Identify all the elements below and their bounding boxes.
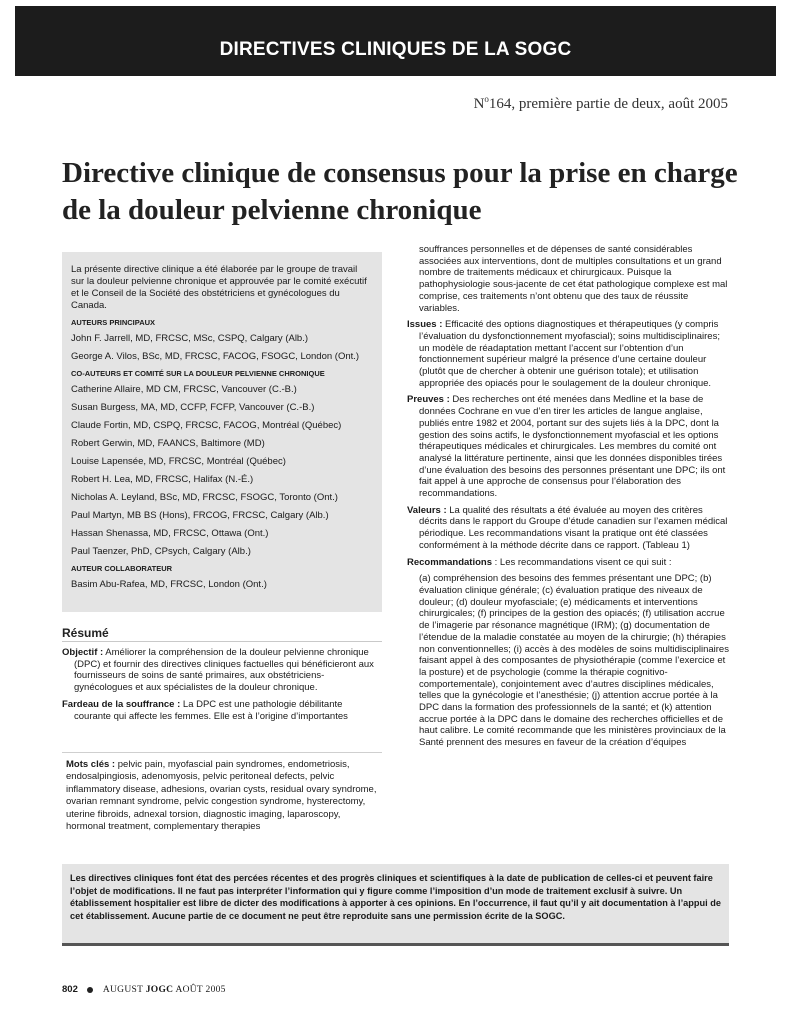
issue-n: N xyxy=(473,96,485,112)
bullet-icon xyxy=(87,987,93,993)
objectif-text: Améliorer la compréhension de la douleur pelvienne chronique (DPC) et fournir des directives cliniques factuelles qui bénéficieront aux fournisseurs de soins de santé primaires, aux obstétriciens-gynécologues et aux spécialistes de la douleur chronique. xyxy=(74,647,374,694)
disclaimer-box xyxy=(62,864,729,944)
objectif-label: Objectif : xyxy=(62,647,104,658)
authors-intro: La présente directive clinique a été élaborée par le groupe de travail sur la douleur pelvienne chronique et approuvée par le comité exécutif et le Conseil de la Société des obstétriciens et gynécologues du Canada. xyxy=(71,264,367,311)
abstract-left-column xyxy=(62,647,382,727)
valeurs-label: Valeurs : xyxy=(407,504,447,516)
recommandations-paragraph xyxy=(407,557,729,569)
preuves-label: Preuves : xyxy=(407,394,450,406)
banner-title: DIRECTIVES CLINIQUES DE LA SOGC xyxy=(219,39,572,60)
fardeau-paragraph xyxy=(62,699,382,722)
coauthor-name: Hassan Shenassa, MD, FRCSC, Ottawa (Ont.) xyxy=(71,528,269,539)
page-number: 802 xyxy=(62,984,78,995)
coauthor-name: Susan Burgess, MA, MD, CCFP, FCFP, Vancouver (C.-B.) xyxy=(71,402,315,413)
issue-o: o xyxy=(484,94,489,104)
preuves-paragraph xyxy=(407,394,729,499)
resume-heading: Résumé xyxy=(62,626,109,640)
journal-month: AUGUST xyxy=(102,984,146,995)
header-banner xyxy=(15,6,776,76)
principal-authors-heading: AUTEURS PRINCIPAUX xyxy=(71,318,156,327)
fardeau-continued: souffrances personnelles et de dépenses de santé considérables associées aux interventions, dont de multiples consultations et un grand nombre de traitements médicaux et chirurgicaux. Puisque la pathophysiologie sous-jacente de cet état pathologique complexe est mal comprise, ces traitements n’ont obtenu que des taux de réussite variables. xyxy=(419,244,728,314)
coauthor-name: Paul Taenzer, PhD, CPsych, Calgary (Alb.) xyxy=(71,546,251,557)
coauthor-name: Catherine Allaire, MD CM, FRCSC, Vancouver (C.-B.) xyxy=(71,384,297,395)
issue-rest: 164, première partie de deux, août 2005 xyxy=(488,96,728,112)
recommandations-text: (a) compréhension des besoins des femmes présentant une DPC; (b) évaluation clinique générale; (c) évaluation pratique des niveaux de douleur; (d) douleur myofasciale; (e) médicaments et interventions chirurgicales; (f) principes de la gestion des opiacés; (f) utilisation accrue de l’imagerie par résonance magnétique (IRM); (g) documentation de l’étendue de la maladie constatée au moyen de la chirurgie; (h) thérapies non conventionnelles; (i) accès à des modèles de soins multidisciplinaires faisant appel à des composantes de physiothérapie (comme l’exercice et la posture) et de psychologie (comme la thérapie cognitivo-comportementale), conjointement avec d’autres disciplines médicales, telles que la gynécologie et l’anesthésie; (j) attention accrue portée à la DPC dans la formation des professionnels de la santé; et (k) attention accrue portée à la DPC dans le domaine des recherches officielles et de haut calibre. Le comité recommande que les ministères provinciaux de la Santé prennent des mesures en faveur de la création d’équipes xyxy=(419,573,729,749)
coauthor-name: Nicholas A. Leyland, BSc, MD, FRCSC, FSOGC, Toronto (Ont.) xyxy=(71,492,338,503)
collab-author-name: Basim Abu-Rafea, MD, FRCSC, London (Ont.) xyxy=(71,579,267,590)
recommandations-intro: : Les recommandations visent ce qui suit : xyxy=(492,556,672,568)
author-name: John F. Jarrell, MD, FRCSC, MSc, CSPQ, Calgary (Alb.) xyxy=(71,333,309,344)
journal-date: AOÛT 2005 xyxy=(173,984,226,995)
coauthors-heading: CO-AUTEURS ET COMITÉ SUR LA DOULEUR PELVIENNE CHRONIQUE xyxy=(71,369,325,378)
coauthor-name: Claude Fortin, MD, CSPQ, FRCSC, FACOG, Montréal (Québec) xyxy=(71,420,342,431)
keywords-paragraph xyxy=(66,759,378,833)
fardeau-label: Fardeau de la souffrance : xyxy=(62,698,181,710)
keywords-text: pelvic pain, myofascial pain syndromes, endometriosis, endosalpingiosis, adenomyosis, pelvic peritoneal defects, pelvic inflammatory disease, adhesions, ovarian cysts, residual ovary syndrome, ovarian remnant syndrome, pelvic congestion syndrome, hysterectomy, uterine fibroids, adnexal torsion, diagnostic imaging, laparoscopy, hormonal treatment, complementary therapies xyxy=(66,759,377,833)
keywords-box xyxy=(62,752,382,836)
disclaimer-text: Les directives cliniques font état des percées récentes et des progrès cliniques et scientifiques à la date de publication de celles-ci et peuvent faire l’objet de modifications. Il ne faut pas interpréter l’information qui y figure comme l’imposition d’un mode de traitement exclusif à suivre. Un établissement hospitalier est libre de dicter des modifications à apporter à ces opinions. En l’occurrence, il faut qu’il y ait documentation à l’appui de cet établissement. Aucune partie de ce document ne peut être reproduite sans une permission écrite de la SOGC. xyxy=(70,873,721,921)
disclaimer-rule xyxy=(62,943,729,946)
journal-line xyxy=(103,985,226,995)
valeurs-text: La qualité des résultats a été évaluée au moyen des critères décrits dans le rapport du Groupe d’étude canadien sur l’examen médical périodique. Les recommandations visant la pratique ont été classées conformément à la méthode décrite dans ce rapport. (Tableau 1) xyxy=(419,504,728,551)
issues-paragraph xyxy=(407,319,729,389)
collab-author-heading: AUTEUR COLLABORATEUR xyxy=(71,564,173,573)
issues-label: Issues : xyxy=(407,319,443,331)
recommandations-label: Recommandations xyxy=(407,556,492,568)
coauthor-name: Robert H. Lea, MD, FRCSC, Halifax (N.-É.) xyxy=(71,474,254,485)
journal-name: JOGC xyxy=(145,984,174,995)
abstract-right-column xyxy=(407,244,729,754)
valeurs-paragraph xyxy=(407,505,729,552)
coauthor-name: Paul Martyn, MB BS (Hons), FRCOG, FRCSC, Calgary (Alb.) xyxy=(71,510,329,521)
keywords-label: Mots clés : xyxy=(66,759,116,770)
issues-text: Efficacité des options diagnostiques et thérapeutiques (y compris l’évaluation du dysfonctionnement myofascial); soins multidisciplinaires; un modèle de réadaptation mettant l’accent sur l’obtention d’un fonctionnement supérieur malgré la présence d’une certaine douleur (plutôt que de chercher à obtenir une guérison totale); et utilisation appropriée des opiacés pour le soulagement de la douleur chronique. xyxy=(419,319,720,389)
objectif-paragraph xyxy=(62,647,382,694)
preuves-text: Des recherches ont été menées dans Medline et la base de données Cochrane en vue d’en tirer les articles de langue anglaise, publiés entre 1982 et 2004, portant sur des sujets liés à la DPC, dont la gestion des soins actifs, le dysfonctionnement myofascial et les options thérapeutiques médicales et chirurgicales. Les membres du comité ont analysé la littérature pertinente, ainsi que les données disponibles tirées d’une évaluation des besoins des personnes présentant une DPC; ils ont fait appel à une approche de consensus pour l’élaboration des recommandations. xyxy=(419,394,726,500)
document-title: Directive clinique de consensus pour la prise en charge de la douleur pelvienne chronique xyxy=(62,157,738,226)
coauthor-name: Robert Gerwin, MD, FAANCS, Baltimore (MD) xyxy=(71,438,265,449)
authors-box xyxy=(62,252,382,612)
issue-line xyxy=(474,94,728,113)
coauthor-name: Louise Lapensée, MD, FRCSC, Montréal (Québec) xyxy=(71,456,286,467)
author-name: George A. Vilos, BSc, MD, FRCSC, FACOG, FSOGC, London (Ont.) xyxy=(71,351,360,362)
resume-divider xyxy=(62,641,382,642)
fardeau-text: La DPC est une pathologie débilitante courante qui affecte les femmes. Elle est à l’origine d’importantes xyxy=(74,698,348,722)
page-footer xyxy=(62,984,226,995)
